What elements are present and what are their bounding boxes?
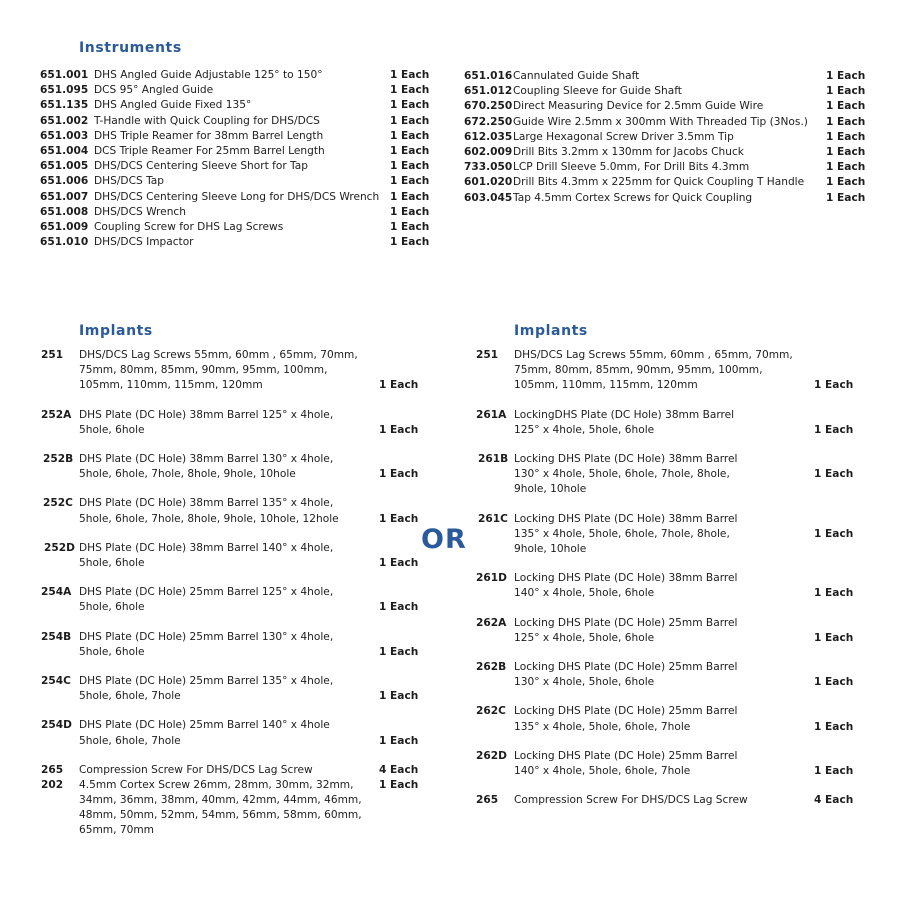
instruments-list-right [464, 69, 874, 206]
item-description [79, 348, 358, 394]
item-code: 651.016 [464, 70, 513, 82]
instrument-row [464, 160, 874, 175]
item-quantity: 1 Each [390, 99, 430, 112]
item-quantity: 1 Each [390, 69, 430, 81]
instrument-row [464, 175, 874, 190]
description-line: DHS Plate (DC Hole) 25mm Barrel 125° x 4hole, [79, 586, 334, 599]
description-line: 130° x 4hole, 5hole, 6hole [514, 676, 655, 689]
item-code: 202 [41, 778, 64, 791]
item-description: DHS/DCS Tap [94, 175, 164, 188]
item-code: 261D [476, 572, 507, 585]
description-line: DHS/DCS Lag Screws 55mm, 60mm , 65mm, 70mm, [514, 349, 793, 361]
item-quantity: 1 Each [814, 379, 854, 392]
item-description [514, 571, 737, 601]
item-description [514, 660, 737, 690]
item-description: T-Handle with Quick Coupling for DHS/DCS [94, 114, 320, 127]
item-quantity: 1 Each [390, 160, 430, 173]
item-description [79, 496, 339, 526]
item-quantity: 1 Each [814, 587, 854, 600]
item-description: DHS Triple Reamer for 38mm Barrel Length [94, 129, 324, 142]
description-line: DHS Plate (DC Hole) 25mm Barrel 130° x 4hole, [79, 630, 334, 643]
instrument-row [40, 114, 440, 129]
item-code: 651.009 [40, 220, 89, 233]
item-description: DHS/DCS Centering Sleeve Short for Tap [94, 160, 308, 173]
item-description [514, 793, 748, 808]
item-code: 251 [476, 349, 499, 361]
item-quantity: 1 Each [379, 468, 419, 481]
item-quantity: 1 Each [826, 70, 866, 82]
item-code: 651.005 [40, 160, 89, 173]
item-description: Guide Wire 2.5mm x 300mm With Threaded Tip (3Nos.) [513, 115, 808, 128]
item-code: 602.009 [464, 145, 513, 158]
description-line: 5hole, 6hole, 7hole, 8hole, 9hole, 10hole [79, 468, 296, 481]
item-description: DCS Triple Reamer For 25mm Barrel Length [94, 144, 325, 157]
item-code: 262D [476, 749, 507, 762]
description-line: Locking DHS Plate (DC Hole) 38mm Barrel [514, 572, 738, 585]
item-description [79, 585, 333, 615]
description-line: 9hole, 10hole [514, 483, 587, 496]
item-code: 651.003 [40, 129, 89, 142]
implant-item [41, 452, 431, 482]
implant-item [41, 778, 431, 839]
item-description: Drill Bits 4.3mm x 225mm for Quick Coupling T Handle [513, 176, 805, 189]
item-code: 651.006 [40, 175, 89, 188]
implants-list-right [476, 348, 866, 808]
item-description [514, 616, 737, 646]
item-code: 651.002 [40, 114, 89, 127]
item-description [514, 452, 737, 498]
description-line: DHS/DCS Lag Screws 55mm, 60mm , 65mm, 70mm, [79, 349, 358, 361]
item-code: 651.012 [464, 85, 513, 98]
implant-item [41, 630, 431, 660]
description-line: 105mm, 110mm, 115mm, 120mm [514, 379, 698, 392]
instrument-row [464, 191, 874, 206]
item-code: 672.250 [464, 115, 513, 128]
description-line: 5hole, 6hole, 7hole [79, 690, 181, 703]
item-description [514, 704, 737, 734]
item-code: 251 [41, 349, 64, 361]
item-description: DHS Angled Guide Adjustable 125° to 150° [94, 69, 323, 81]
implant-item [476, 660, 866, 690]
item-description: LCP Drill Sleeve 5.0mm, For Drill Bits 4.3mm [513, 161, 750, 174]
description-line: 48mm, 50mm, 52mm, 54mm, 56mm, 58mm, 60mm, [79, 809, 362, 822]
description-line: 5hole, 6hole [79, 423, 145, 436]
implant-item [41, 541, 431, 571]
item-code: 261C [478, 512, 508, 525]
item-quantity: 1 Each [390, 129, 430, 142]
item-quantity: 1 Each [390, 205, 430, 218]
item-quantity: 1 Each [379, 690, 419, 703]
implants-heading-left: Implants [79, 323, 153, 339]
item-description: DHS/DCS Centering Sleeve Long for DHS/DCS Wrench [94, 190, 380, 203]
item-quantity: 1 Each [390, 220, 430, 233]
item-description [514, 512, 737, 558]
implant-item [476, 512, 866, 558]
item-description: DHS/DCS Impactor [94, 236, 194, 249]
instruments-heading: Instruments [79, 40, 182, 56]
item-quantity: 1 Each [390, 236, 430, 249]
item-code: 670.250 [464, 100, 513, 113]
implant-item [476, 571, 866, 601]
implants-heading-right: Implants [514, 323, 588, 339]
description-line: DHS Plate (DC Hole) 38mm Barrel 125° x 4hole, [79, 408, 334, 421]
item-description: Tap 4.5mm Cortex Screws for Quick Coupling [513, 191, 753, 204]
instrument-row [40, 190, 440, 205]
item-code: 651.008 [40, 205, 89, 218]
item-quantity: 1 Each [814, 764, 854, 777]
implant-item [41, 585, 431, 615]
item-code: 601.020 [464, 176, 513, 189]
item-quantity: 1 Each [814, 631, 854, 644]
implant-item [41, 763, 431, 778]
item-code: 261A [476, 408, 507, 421]
item-description [79, 452, 333, 482]
description-line: DHS Plate (DC Hole) 38mm Barrel 140° x 4hole, [79, 541, 334, 554]
item-quantity: 1 Each [826, 85, 866, 98]
instrument-row [40, 98, 440, 113]
implant-item [476, 452, 866, 498]
item-code: 262B [476, 660, 507, 673]
instrument-row [40, 83, 440, 98]
item-code: 265 [41, 763, 64, 776]
item-code: 262A [476, 616, 507, 629]
implant-item [476, 408, 866, 438]
description-line: 5hole, 6hole, 7hole, 8hole, 9hole, 10hole, 12hole [79, 512, 339, 525]
instrument-row [40, 205, 440, 220]
item-code: 651.007 [40, 190, 89, 203]
item-quantity: 1 Each [390, 175, 430, 188]
item-code: 254B [41, 630, 72, 643]
instrument-row [40, 159, 440, 174]
item-description: Direct Measuring Device for 2.5mm Guide Wire [513, 100, 764, 113]
item-quantity: 1 Each [379, 423, 419, 436]
description-line: LockingDHS Plate (DC Hole) 38mm Barrel [514, 408, 735, 421]
instrument-row [464, 69, 874, 84]
instrument-row [464, 84, 874, 99]
description-line: DHS Plate (DC Hole) 25mm Barrel 135° x 4hole, [79, 674, 334, 687]
instrument-row [464, 115, 874, 130]
item-quantity: 1 Each [390, 190, 430, 203]
item-code: 252D [44, 541, 75, 554]
description-line: 34mm, 36mm, 38mm, 40mm, 42mm, 44mm, 46mm, [79, 794, 362, 807]
item-quantity: 1 Each [390, 114, 430, 127]
item-quantity: 1 Each [814, 423, 854, 436]
item-code: 651.095 [40, 84, 89, 97]
item-code: 265 [476, 794, 499, 807]
description-line: 5hole, 6hole [79, 645, 145, 658]
description-line: 105mm, 110mm, 115mm, 120mm [79, 379, 263, 392]
item-description: Large Hexagonal Screw Driver 3.5mm Tip [513, 130, 734, 143]
item-description [79, 674, 333, 704]
item-quantity: 1 Each [814, 676, 854, 689]
item-description [514, 749, 737, 779]
description-line: DHS Plate (DC Hole) 38mm Barrel 135° x 4hole, [79, 497, 334, 510]
description-line: Locking DHS Plate (DC Hole) 38mm Barrel [514, 452, 738, 465]
description-line: 125° x 4hole, 5hole, 6hole [514, 423, 655, 436]
description-line: Locking DHS Plate (DC Hole) 25mm Barrel [514, 705, 738, 718]
implant-item [476, 704, 866, 734]
instruments-list-left [40, 68, 440, 250]
item-description: DCS 95° Angled Guide [94, 84, 214, 97]
item-code: 651.010 [40, 236, 89, 249]
item-description: DHS Angled Guide Fixed 135° [94, 99, 252, 112]
item-code: 254A [41, 586, 72, 599]
item-code: 262C [476, 705, 506, 718]
item-description: Drill Bits 3.2mm x 130mm for Jacobs Chuck [513, 145, 744, 158]
item-description [79, 718, 330, 748]
item-quantity: 1 Each [826, 191, 866, 204]
implant-item [476, 616, 866, 646]
item-quantity: 1 Each [379, 601, 419, 614]
instrument-row [40, 174, 440, 189]
description-line: Locking DHS Plate (DC Hole) 25mm Barrel [514, 749, 738, 762]
description-line: DHS Plate (DC Hole) 25mm Barrel 140° x 4hole [79, 719, 330, 732]
implant-item [41, 408, 431, 438]
description-line: 75mm, 80mm, 85mm, 90mm, 95mm, 100mm, [79, 364, 328, 377]
item-quantity: 1 Each [814, 720, 854, 733]
item-description [79, 630, 333, 660]
item-description [514, 408, 734, 438]
item-quantity: 1 Each [379, 512, 419, 525]
description-line: 135° x 4hole, 5hole, 6hole, 7hole [514, 720, 691, 733]
description-line: 4.5mm Cortex Screw 26mm, 28mm, 30mm, 32mm, [79, 778, 354, 791]
implant-item [476, 749, 866, 779]
item-description [514, 348, 793, 394]
instrument-row [464, 130, 874, 145]
item-quantity: 1 Each [390, 84, 430, 97]
item-description: Coupling Screw for DHS Lag Screws [94, 220, 284, 233]
description-line: Locking DHS Plate (DC Hole) 25mm Barrel [514, 616, 738, 629]
item-code: 612.035 [464, 130, 513, 143]
implant-item [41, 496, 431, 526]
description-line: Compression Screw For DHS/DCS Lag Screw [79, 763, 313, 776]
item-quantity: 1 Each [814, 468, 854, 481]
item-description: Cannulated Guide Shaft [513, 70, 640, 82]
item-quantity: 1 Each [379, 778, 419, 791]
item-code: 254D [41, 719, 72, 732]
instrument-row [464, 99, 874, 114]
item-code: 651.001 [40, 69, 89, 81]
description-line: 5hole, 6hole, 7hole [79, 734, 181, 747]
instrument-row [40, 220, 440, 235]
item-code: 261B [478, 452, 509, 465]
item-description: DHS/DCS Wrench [94, 205, 186, 218]
item-code: 651.135 [40, 99, 89, 112]
instrument-row [40, 68, 440, 83]
item-quantity: 1 Each [814, 527, 854, 540]
instrument-row [464, 145, 874, 160]
description-line: 5hole, 6hole [79, 556, 145, 569]
description-line: 9hole, 10hole [514, 542, 587, 555]
item-quantity: 1 Each [826, 145, 866, 158]
description-line: Locking DHS Plate (DC Hole) 25mm Barrel [514, 660, 738, 673]
item-code: 252A [41, 408, 72, 421]
implant-item [41, 674, 431, 704]
item-quantity: 1 Each [379, 645, 419, 658]
implant-item [41, 348, 431, 394]
item-code: 733.050 [464, 161, 513, 174]
description-line: DHS Plate (DC Hole) 38mm Barrel 130° x 4hole, [79, 452, 334, 465]
item-quantity: 1 Each [826, 176, 866, 189]
item-quantity: 1 Each [826, 115, 866, 128]
item-quantity: 1 Each [379, 379, 419, 392]
or-separator: OR [421, 524, 467, 555]
description-line: Locking DHS Plate (DC Hole) 38mm Barrel [514, 512, 738, 525]
item-code: 254C [41, 674, 71, 687]
item-quantity: 1 Each [390, 144, 430, 157]
item-description: Coupling Sleeve for Guide Shaft [513, 85, 682, 98]
description-line: Compression Screw For DHS/DCS Lag Screw [514, 794, 748, 807]
implant-item [41, 718, 431, 748]
instrument-row [40, 129, 440, 144]
item-description [79, 541, 333, 571]
description-line: 140° x 4hole, 5hole, 6hole [514, 587, 655, 600]
item-description [79, 763, 313, 778]
description-line: 65mm, 70mm [79, 824, 154, 837]
item-code: 252C [43, 497, 73, 510]
item-quantity: 4 Each [814, 794, 854, 807]
item-description [79, 778, 362, 839]
description-line: 5hole, 6hole [79, 601, 145, 614]
item-code: 603.045 [464, 191, 513, 204]
implants-list-left [41, 348, 431, 839]
item-quantity: 1 Each [826, 100, 866, 113]
implant-item [476, 793, 866, 808]
item-quantity: 1 Each [826, 130, 866, 143]
description-line: 75mm, 80mm, 85mm, 90mm, 95mm, 100mm, [514, 364, 763, 377]
implant-item [476, 348, 866, 394]
item-quantity: 4 Each [379, 763, 419, 776]
description-line: 140° x 4hole, 5hole, 6hole, 7hole [514, 764, 691, 777]
instrument-row [40, 144, 440, 159]
item-quantity: 1 Each [379, 556, 419, 569]
description-line: 125° x 4hole, 5hole, 6hole [514, 631, 655, 644]
instrument-row [40, 235, 440, 250]
item-code: 651.004 [40, 144, 89, 157]
description-line: 135° x 4hole, 5hole, 6hole, 7hole, 8hole, [514, 527, 730, 540]
item-quantity: 1 Each [826, 161, 866, 174]
item-quantity: 1 Each [379, 734, 419, 747]
description-line: 130° x 4hole, 5hole, 6hole, 7hole, 8hole, [514, 468, 730, 481]
item-description [79, 408, 333, 438]
item-code: 252B [43, 452, 74, 465]
